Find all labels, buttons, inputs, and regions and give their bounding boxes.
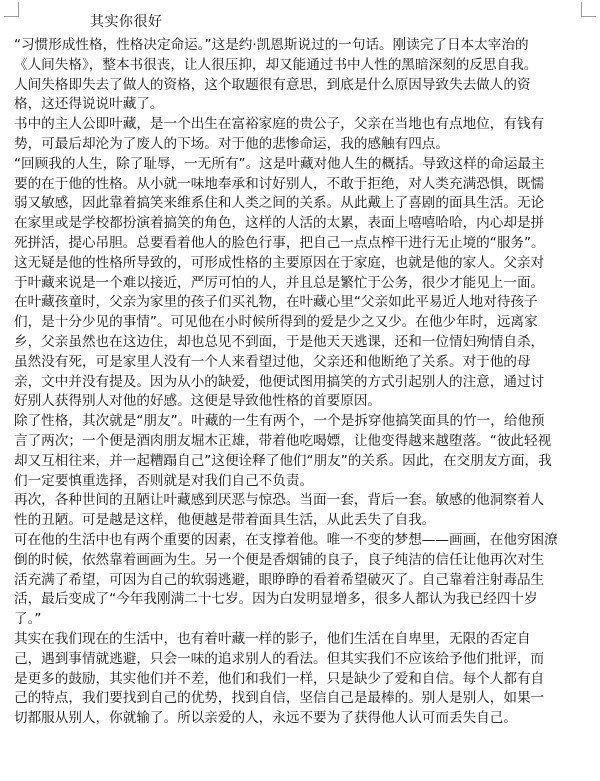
text-line: 再次，各种世间的丑陋让叶藏感到厌恶与惊恐。当面一套，背后一套。敏感的他洞察着人 [14, 492, 545, 509]
text-line: 书中的主人公即叶藏，是一个出生在富裕家庭的贵公子，父亲在当地也有点地位，有钱有 [14, 116, 545, 133]
text-line: 死拼活，提心吊胆。总要看着他人的脸色行事，把自己一点点榨干进行无止境的“服务”。 [14, 234, 545, 251]
text-line: 切都服从别人，你就输了。所以亲爱的人，永远不要为了获得他人认可而丢失自己。 [14, 710, 517, 727]
text-line: 倒的时候，依然靠着画画为生。另一个便是香烟铺的良子，良子纯洁的信任让他再次对生 [14, 551, 545, 568]
text-line: 活充满了希望，可因为自己的软弱逃避，眼睁睁的看着希望破灭了。自己靠着注射毒品生 [14, 571, 545, 588]
text-line: 《人间失格》，整本书很丧，让人很压抑，却又能通过书中人性的黑暗深刻的反思自我。 [14, 56, 538, 73]
text-line: 却又互相往来，并一起糟蹋自己”这便诠释了他们“朋友”的关系。因此，在交朋友方面，我 [14, 452, 552, 469]
text-line: “回顾我的人生，除了耻辱，一无所有”。这是叶藏对他人生的概括。导致这样的命运最主 [14, 155, 545, 172]
page-corner-mark-right [581, 2, 596, 17]
text-line: 好别人获得别人对他的好感。这便是导致他性格的首要原因。 [14, 393, 382, 410]
text-line: 除了性格，其次就是“朋友”。叶藏的一生有两个，一个是拆穿他搞笑面具的竹一，给他预 [14, 413, 545, 430]
text-line: 了。” [14, 611, 42, 628]
text-line: 活，最后变成了“今年我刚满二十七岁。因为白发明显增多，很多人都认为我已经四十岁 [14, 591, 538, 608]
text-line: 是更多的鼓励，其实他们并不差，他们和我们一样，只是缺少了爱和自信。每个人都有自 [14, 670, 545, 687]
document-title: 其实你很好 [90, 14, 163, 30]
text-line: 虽然没有死，可是家里人没有一个人来看望过他，父亲还和他断绝了关系。对于他的母 [14, 353, 531, 370]
text-line: 于叶藏来说是一个难以接近，严厉可怕的人，并且总是繁忙于公务，很少才能见上一面。 [14, 274, 545, 291]
text-line: 弱又敏感，因此靠着搞笑来维系住和人类之间的关系。从此戴上了喜剧的面具生活。无论 [14, 195, 545, 212]
text-line: 势，可最后却沦为了废人的下场。对于他的悲惨命运，我的感触有四点。 [14, 135, 449, 152]
page-corner-mark-left [4, 2, 19, 17]
text-line: 可在他的生活中也有两个重要的因素，在支撑着他。唯一不变的梦想——画画，在他穷困潦 [14, 531, 558, 548]
text-line: 要的在于他的性格。从小就一味地奉承和讨好别人，不敢于拒绝，对人类充满恐惧，既懦 [14, 175, 545, 192]
text-line: 格，这还得说说叶藏了。 [14, 96, 164, 113]
text-line: 其实在我们现在的生活中，也有着叶藏一样的影子，他们生活在自卑里，无限的否定自 [14, 630, 531, 647]
text-line: 在家里或是学校都扮演着搞笑的角色，这样的人活的太累，表面上嘻嘻哈哈，内心却是拼 [14, 215, 545, 232]
text-line: 亲，文中并没有提及。因为从小的缺爱，他便试图用搞笑的方式引起别人的注意，通过讨 [14, 373, 545, 390]
text-line: 言了两次；一个便是酒肉朋友堀木正雄，带着他吃喝嫖，让他变得越来越堕落。“彼此轻视 [14, 432, 552, 449]
text-line: 己的特点，我们要找到自己的优势，找到自信，坚信自己是最棒的。别人是别人，如果一 [14, 690, 545, 707]
document-body [14, 36, 586, 729]
text-line: 己，遇到事情就逃避，只会一味的追求别人的看法。但其实我们不应该给予他们批评，而 [14, 650, 545, 667]
text-line: 在叶藏孩童时，父亲为家里的孩子们买礼物，在叶藏心里“父亲如此平易近人地对待孩子 [14, 294, 538, 311]
text-line: 性的丑陋。可是越是这样，他便越是带着面具生活，从此丢失了自我。 [14, 512, 436, 529]
text-line: “习惯形成性格，性格决定命运。”这是约·凯恩斯说过的一句话。刚读完了日本太宰治的 [14, 37, 529, 53]
text-line: 乡，父亲虽然也在这边住，却也总见不到面，于是他天天逃课，还和一位情妇殉情自杀， [14, 333, 545, 350]
text-line: 们一定要慎重选择，否则就是对我们自己不负责。 [14, 472, 314, 489]
text-line: 人间失格即失去了做人的资格，这个取题很有意思，到底是什么原因导致失去做人的资 [14, 76, 531, 93]
text-line: 这无疑是他的性格所导致的，可形成性格的主要原因在于家庭，也就是他的家人。父亲对 [14, 254, 545, 271]
text-line: 们，是十分少见的事情”。可见他在小时候所得到的爱是少之又少。在他少年时，远离家 [14, 314, 538, 331]
